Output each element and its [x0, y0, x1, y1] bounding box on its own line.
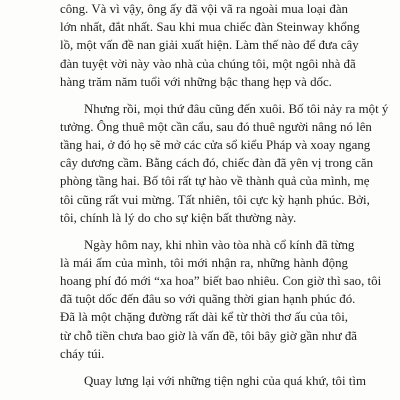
paragraph-3-line-7: cháy túi. [60, 346, 105, 361]
paragraph-3-line-6: từ chỗ tiền chưa bao giờ là vấn đề, tôi bây giờ gần như đã [60, 328, 357, 343]
paragraph-2-line-3: tầng hai, ở đó họ sẽ mở các cửa sổ kiểu Pháp và xoay ngang [60, 138, 371, 152]
paragraph-2-line-5: phòng tầng hai. Bố tôi rất tự hào về thành quả của mình, mẹ [60, 174, 370, 189]
paragraph-2-line-6: tôi cũng rất vui mừng. Tất nhiên, tôi cực kỳ hạnh phúc. Bởi, [60, 192, 370, 207]
paragraph-3-line-1: Ngày hôm nay, khi nhìn vào tòa nhà cổ kính đã từng [84, 237, 355, 252]
paragraph-1-line-1: công. Và vì vậy, ông ấy đã vội vã ra ngoài mua loại đàn [60, 2, 348, 16]
paragraph-1-line-5: hàng trăm năm tuổi với những bậc thang hẹp và dốc. [60, 74, 332, 89]
paragraph-1-line-3: lồ, một vấn đề nan giải xuất hiện. Làm thế nào để đưa cây [60, 38, 359, 53]
paragraph-2-line-7: tôi, chính là lý do cho sự kiện bất thường này. [60, 210, 297, 225]
paragraph-1-line-4: đàn tuyệt vời này vào nhà của chúng tôi, một ngôi nhà đã [60, 56, 356, 71]
paragraph-4-line-1: Quay lưng lại với những tiện nghi của quá khứ, tôi tìm [84, 373, 366, 388]
paragraph-3-line-4: đã tuột dốc đến đâu so với quãng thời gian hạnh phúc đó. [60, 292, 356, 307]
paragraph-3-line-3: hoang phí đó mới “xa hoa” biết bao nhiêu. Con giờ thì sao, tôi [60, 274, 382, 288]
paragraph-2-line-2: tưởng. Ông thuê một cần cẩu, sau đó thuê người nâng nó lên [60, 119, 372, 134]
paragraph-2-line-4: cây dương cầm. Bằng cách đó, chiếc đàn đã yên vị trong căn [60, 156, 374, 171]
paragraph-3-line-5: Đã là một chặng đường rất dài kể từ thời thơ ấu của tôi, [60, 310, 348, 325]
paragraph-2-line-1: Nhưng rồi, mọi thứ đâu cũng đến xuôi. Bố tôi nảy ra một ý [84, 101, 389, 116]
paragraph-3-line-2: là mái ấm của mình, tôi mới nhận ra, những hành động [60, 255, 348, 270]
paragraph-1-line-2: lớn nhất, đắt nhất. Sau khi mua chiếc đàn Steinway khổng [60, 20, 360, 35]
